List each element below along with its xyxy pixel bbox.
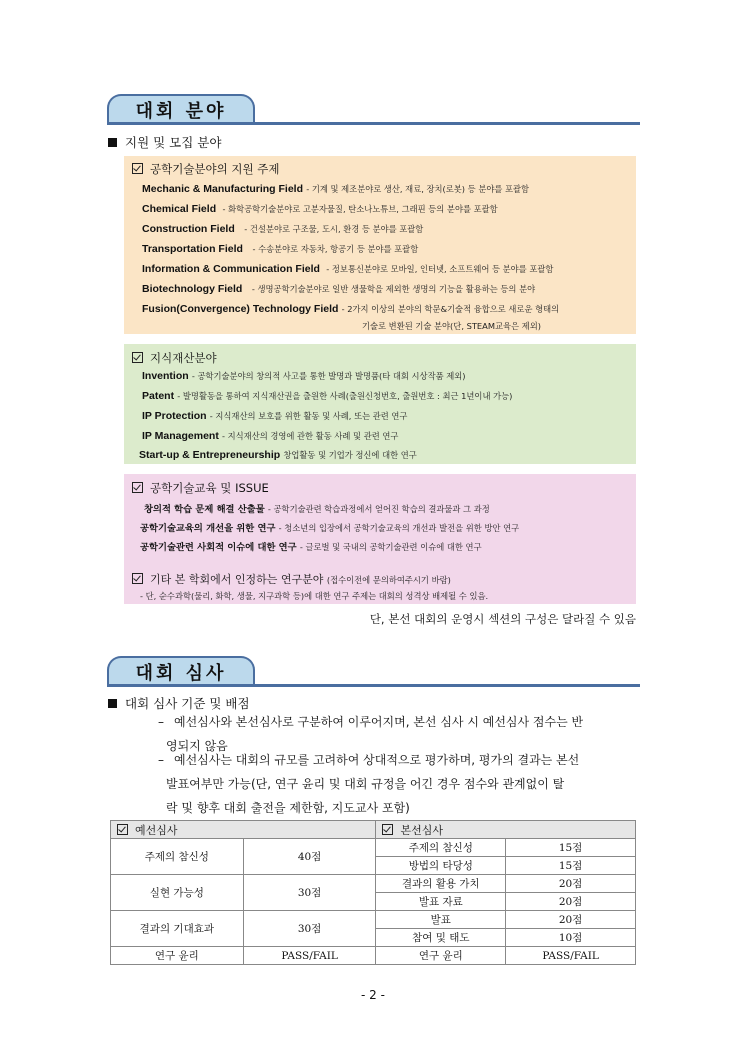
section-rule-judging <box>107 684 640 687</box>
list-item: Invention - 공학기술분야의 창의적 사고를 통한 발명과 발명품(타 대회 시상작품 제외) <box>142 370 466 382</box>
page-number: - 2 - <box>361 988 385 1002</box>
table-header-final: 본선심사 <box>376 821 636 839</box>
list-item: Information & Communication Field - 정보통신분야로 모바일, 인터넷, 소프트웨어 등 분야를 포괄함 <box>142 263 554 275</box>
list-item-other: 기타 본 학회에서 인정하는 연구분야 (접수이전에 문의하여주시기 바람) <box>132 571 451 587</box>
table-row: 방법의 타당성 15점 <box>111 857 636 875</box>
section-title-judging: 대회 심사 <box>107 656 255 686</box>
box-engineering-fields <box>124 156 636 334</box>
list-item: Biotechnology Field - 생명공학기술분야로 일반 생물학을 제외한 생명의 기능을 활용하는 등의 분야 <box>142 283 536 295</box>
square-bullet-icon <box>108 138 117 147</box>
list-item: Chemical Field - 화학공학기술분야로 고분자물질, 탄소나노튜브, 그래핀 등의 분야를 포괄함 <box>142 203 498 215</box>
table-row: 실현 가능성 30점 결과의 활용 가치 20점 <box>111 875 636 893</box>
criteria-bullet-2: – 예선심사는 대회의 규모를 고려하여 상대적으로 평가하며, 평가의 결과는 본선 발표여부만 가능(단, 연구 윤리 및 대회 규정을 어긴 경우 점수와 관계없이 탈 락 및 향후 대회 출전을 제한함, 지도교사 포함) <box>158 753 580 815</box>
checkbox-icon <box>382 824 393 835</box>
list-item: 공학기술관련 사회적 이슈에 대한 연구 - 글로벌 및 국내의 공학기술관련 이슈에 대한 연구 <box>140 542 482 553</box>
box-title: 공학기술분야의 지원 주제 <box>132 161 280 177</box>
table-row: 참여 및 태도 10점 <box>111 929 636 947</box>
checkbox-icon <box>132 352 143 363</box>
box-title: 지식재산분야 <box>132 350 217 366</box>
table-row: 연구 윤리 PASS/FAIL 연구 윤리 PASS/FAIL <box>111 947 636 965</box>
square-bullet-icon <box>108 699 117 708</box>
list-item: 창의적 학습 문제 해결 산출물 - 공학기술관련 학습과정에서 얻어진 학습의 결과물과 그 과정 <box>144 504 490 515</box>
table-row: 주제의 참신성 40점 주제의 참신성 15점 <box>111 839 636 857</box>
box-education-fields <box>124 474 636 604</box>
subheading-text: 지원 및 모집 분야 <box>125 135 222 150</box>
note-section-composition: 단, 본선 대회의 운영시 섹션의 구성은 달라질 수 있음 <box>369 612 636 626</box>
checkbox-icon <box>132 482 143 493</box>
table-row: 결과의 기대효과 30점 발표 20점 <box>111 911 636 929</box>
criteria-bullet-1: – 예선심사와 본선심사로 구분하여 이루어지며, 본선 심사 시 예선심사 점수는 반 영되지 않음 <box>158 715 584 753</box>
scoring-table <box>110 820 636 965</box>
subheading-support <box>108 133 221 151</box>
table-header-prelim: 예선심사 <box>111 821 376 839</box>
checkbox-icon <box>132 163 143 174</box>
section-title-fields: 대회 분야 <box>107 94 255 124</box>
table-row: 발표 자료 20점 <box>111 893 636 911</box>
subheading-text: 대회 심사 기준 및 배점 <box>125 696 250 711</box>
list-item: IP Management - 지식재산의 경영에 관한 활동 사례 및 관련 연구 <box>142 430 399 442</box>
list-item: IP Protection - 지식재산의 보호를 위한 활동 및 사례, 또는 관련 연구 <box>142 410 408 422</box>
list-item: Patent - 발명활동을 통하여 지식재산권을 출원한 사례(출원신청번호, 출원번호 : 최근 1년이내 가능) <box>142 390 513 402</box>
list-item: Mechanic & Manufacturing Field - 기계 및 제조분야로 생산, 재료, 장치(로봇) 등 분야를 포괄함 <box>142 183 530 195</box>
list-item-continued: 기술로 변환된 기술 분야(단, STEAM교육은 제외) <box>362 321 541 331</box>
list-item: 공학기술교육의 개선을 위한 연구 - 청소년의 입장에서 공학기술교육의 개선과 발전을 위한 방안 연구 <box>140 523 520 534</box>
checkbox-icon <box>132 573 143 584</box>
box-ip-fields <box>124 344 636 464</box>
box-title: 공학기술교육 및 ISSUE <box>132 480 269 496</box>
checkbox-icon <box>117 824 128 835</box>
list-item: Construction Field - 건설분야로 구조물, 도시, 환경 등 분야를 포괄함 <box>142 223 424 235</box>
list-item-other-desc: - 단, 순수과학(물리, 화학, 생물, 지구과학 등)에 대한 연구 주제는 대회의 성격상 배제될 수 있음. <box>140 591 489 601</box>
list-item: Transportation Field - 수송분야로 자동차, 항공기 등 분야를 포괄함 <box>142 243 419 255</box>
section-rule-fields <box>107 122 640 125</box>
list-item: Start-up & Entrepreneurship 창업활동 및 기업가 정신에 대한 연구 <box>139 449 417 461</box>
list-item: Fusion(Convergence) Technology Field - 2가지 이상의 분야의 학문&기술적 융합으로 새로운 형태의 <box>142 303 560 315</box>
